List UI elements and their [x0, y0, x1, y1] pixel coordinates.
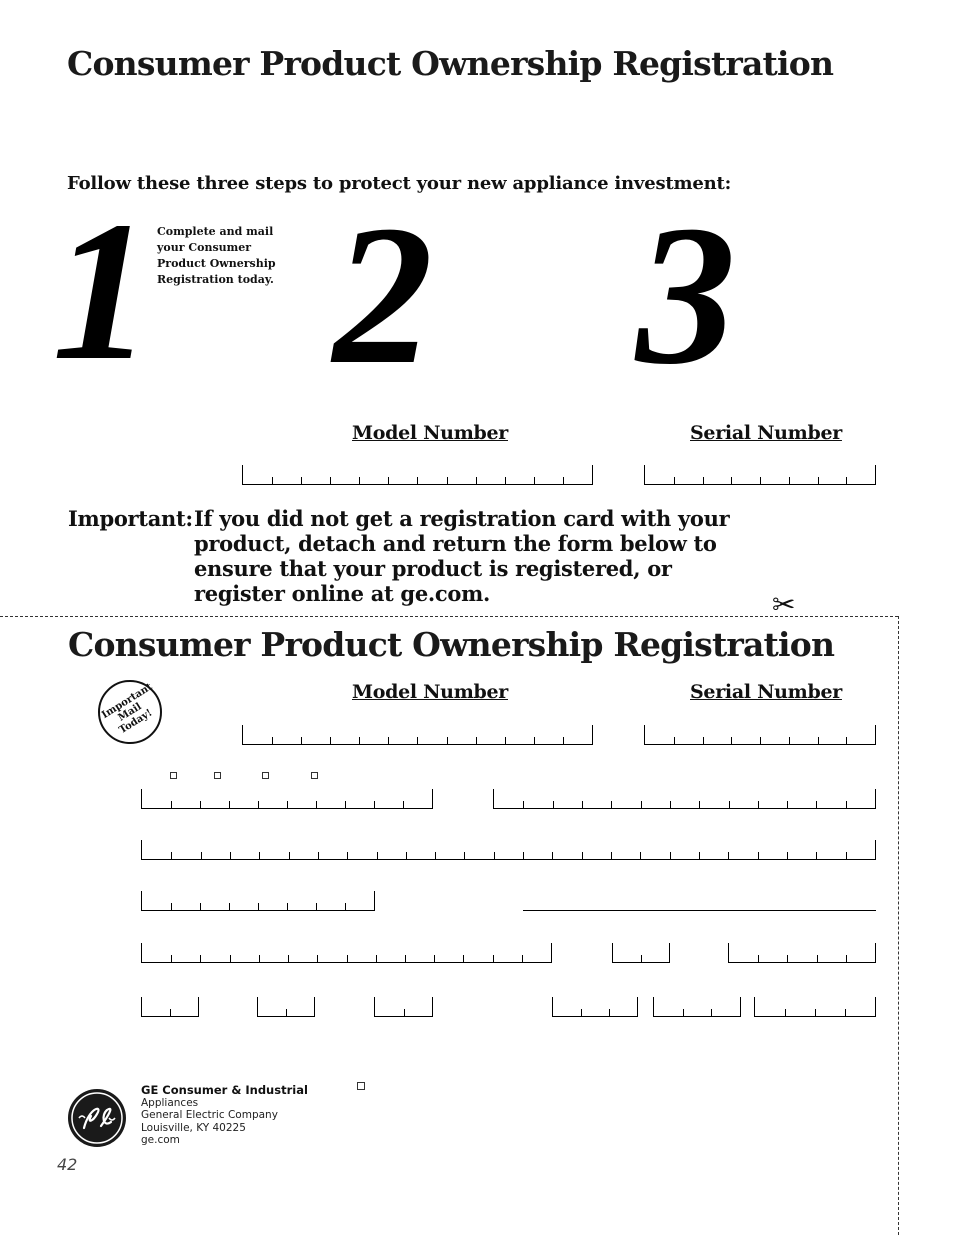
cut-line-horizontal [0, 616, 898, 617]
date-year-boxes[interactable] [374, 997, 433, 1017]
serial-number-boxes[interactable] [644, 465, 876, 485]
step-1-text: Complete and mail your Consumer Product Ownership Registration today. [157, 225, 276, 286]
model-number-label: Model Number [352, 422, 508, 444]
date-day-boxes[interactable] [257, 997, 315, 1017]
serial-number-label: Serial Number [690, 422, 842, 444]
model-number-boxes[interactable] [242, 465, 593, 485]
page-number: 42 [57, 1155, 78, 1174]
form-model-number-label: Model Number [352, 681, 508, 703]
phone-area-code-boxes[interactable] [552, 997, 638, 1017]
last-name-boxes[interactable] [493, 789, 876, 809]
title-checkbox-4[interactable] [311, 772, 318, 779]
city-boxes[interactable] [141, 943, 552, 963]
step-3-number: 3 [636, 185, 736, 406]
first-name-boxes[interactable] [141, 789, 433, 809]
address-line-1: Appliances [141, 1096, 199, 1109]
state-boxes[interactable] [612, 943, 670, 963]
stamp-text: Important Mail Today! [100, 680, 155, 736]
important-lead: Important: [68, 506, 193, 531]
date-month-boxes[interactable] [141, 997, 199, 1017]
company-address [141, 1084, 308, 1147]
form-serial-number-boxes[interactable] [644, 725, 876, 745]
opt-out-checkbox[interactable] [357, 1082, 365, 1090]
ge-monogram-logo [67, 1088, 127, 1148]
step-2-number: 2 [333, 185, 433, 406]
intro-text: Follow these three steps to protect your new appliance investment: [67, 173, 732, 194]
important-notice [68, 506, 768, 606]
email-address-line[interactable] [523, 910, 876, 911]
company-name: GE Consumer & Industrial [141, 1083, 308, 1097]
form-model-number-boxes[interactable] [242, 725, 593, 745]
important-text: If you did not get a registration card with your product, detach and return the form below to ensure that your product is registered, or register online at ge.com. [194, 506, 730, 606]
title-checkbox-2[interactable] [214, 772, 221, 779]
cut-line-vertical [898, 616, 899, 1235]
address-line-4: ge.com [141, 1134, 180, 1146]
title-checkbox-1[interactable] [170, 772, 177, 779]
form-serial-number-label: Serial Number [690, 681, 842, 703]
important-mail-today-stamp [98, 680, 162, 744]
form-title: Consumer Product Ownership Registration [68, 625, 835, 664]
zip-code-boxes[interactable] [728, 943, 876, 963]
apartment-number-boxes[interactable] [141, 891, 375, 911]
title-checkbox-3[interactable] [262, 772, 269, 779]
step-1-number: 1 [52, 181, 152, 402]
phone-prefix-boxes[interactable] [653, 997, 741, 1017]
page-title: Consumer Product Ownership Registration [67, 44, 834, 83]
address-line-3: Louisville, KY 40225 [141, 1121, 246, 1134]
phone-line-boxes[interactable] [754, 997, 876, 1017]
address-line-2: General Electric Company [141, 1109, 278, 1121]
scissors-icon: ✂ [772, 588, 796, 621]
street-address-boxes[interactable] [141, 840, 876, 860]
